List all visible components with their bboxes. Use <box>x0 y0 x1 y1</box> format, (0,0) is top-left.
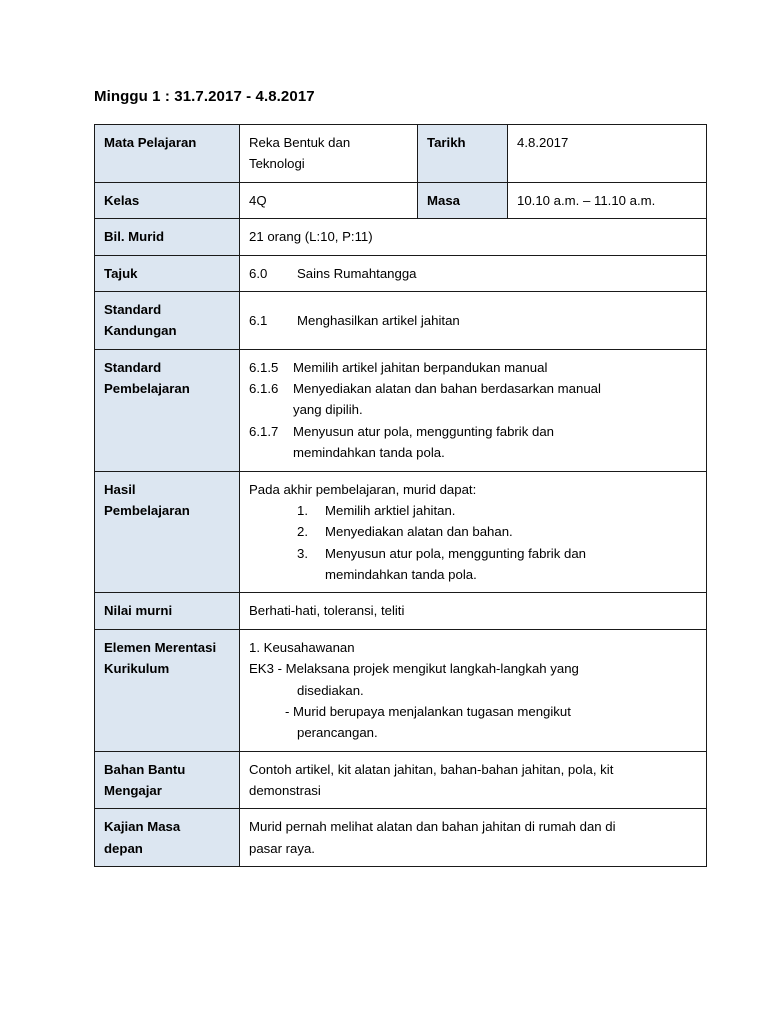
tajuk-entry <box>249 263 698 284</box>
bahan-bantu-label-line-2: Mengajar <box>104 783 162 798</box>
bahan-bantu-line-2: demonstrasi <box>249 783 321 798</box>
table-row <box>95 125 707 183</box>
row-value-mata-pelajaran <box>240 125 418 183</box>
standard-pembelajaran-text: Menyusun atur pola, menggunting fabrik dan <box>293 423 554 439</box>
list-item-marker: 2. <box>297 524 308 540</box>
row-value-standard-kandungan <box>240 291 707 349</box>
list-item <box>249 357 698 378</box>
hasil-pembelajaran-list <box>249 500 698 586</box>
hasil-pembelajaran-label-line-2: Pembelajaran <box>104 502 190 518</box>
table-row <box>95 629 707 751</box>
list-item-text: Menyediakan alatan dan bahan. <box>325 524 513 540</box>
elemen-merentasi-line-2: EK3 - Melaksana projek mengikut langkah-langkah yang <box>249 661 579 677</box>
standard-pembelajaran-text: Memilih artikel jahitan berpandukan manual <box>293 359 548 375</box>
standard-pembelajaran-continuation: yang dipilih. <box>293 402 363 418</box>
row-value-standard-pembelajaran <box>240 349 707 471</box>
row-value-tajuk <box>240 255 707 291</box>
standard-kandungan-number: 6.1 <box>249 312 268 328</box>
standard-kandungan-entry <box>249 310 698 331</box>
standard-pembelajaran-continuation: memindahkan tanda pola. <box>293 445 445 461</box>
row-value-masa: 10.10 a.m. – 11.10 a.m. <box>508 182 707 218</box>
standard-pembelajaran-label-line-1: Standard <box>104 359 162 375</box>
row-label-hasil-pembelajaran <box>95 471 240 593</box>
row-label-bahan-bantu-mengajar <box>95 751 240 809</box>
table-row <box>95 219 707 255</box>
row-label-bil-murid: Bil. Murid <box>95 219 240 255</box>
standard-kandungan-text: Menghasilkan artikel jahitan <box>297 312 460 328</box>
row-label-kajian-masa-depan <box>95 809 240 867</box>
standard-pembelajaran-number: 6.1.6 <box>249 381 279 396</box>
row-label-kelas: Kelas <box>95 182 240 218</box>
list-item <box>297 521 698 542</box>
table-row <box>95 809 707 867</box>
standard-pembelajaran-text: Menyediakan alatan dan bahan berdasarkan manual <box>293 381 601 396</box>
page-title: Minggu 1 : 31.7.2017 - 4.8.2017 <box>94 88 315 105</box>
row-value-tarikh: 4.8.2017 <box>508 125 707 183</box>
kajian-masa-depan-line-1: Murid pernah melihat alatan dan bahan jahitan di rumah dan di <box>249 819 616 835</box>
row-label-standard-kandungan <box>95 291 240 349</box>
elemen-merentasi-line-3: - Murid berupaya menjalankan tugasan mengikut <box>285 703 571 719</box>
standard-pembelajaran-number: 6.1.7 <box>249 423 279 439</box>
elemen-merentasi-line-3-continuation: perancangan. <box>297 725 378 741</box>
bahan-bantu-label-line-1: Bahan Bantu <box>104 761 186 777</box>
row-value-bahan-bantu-mengajar <box>240 751 707 809</box>
kajian-masa-depan-label-line-2: depan <box>104 840 143 856</box>
list-item <box>297 543 698 586</box>
kajian-masa-depan-line-2: pasar raya. <box>249 840 315 856</box>
lesson-plan-table <box>94 124 707 867</box>
row-value-nilai-murni: Berhati-hati, toleransi, teliti <box>240 593 707 629</box>
table-row <box>95 255 707 291</box>
row-label-mata-pelajaran: Mata Pelajaran <box>95 125 240 183</box>
table-row <box>95 751 707 809</box>
standard-pembelajaran-label-line-2: Pembelajaran <box>104 381 190 396</box>
row-label-masa: Masa <box>418 182 508 218</box>
row-value-bil-murid: 21 orang (L:10, P:11) <box>240 219 707 255</box>
list-item-text: Memilih arktiel jahitan. <box>325 502 456 518</box>
elemen-merentasi-line-2-continuation: disediakan. <box>297 682 364 698</box>
list-item-marker: 3. <box>297 545 308 561</box>
table-row <box>95 291 707 349</box>
elemen-merentasi-label-line-2: Kurikulum <box>104 661 170 677</box>
list-item <box>249 378 698 399</box>
row-label-tajuk: Tajuk <box>95 255 240 291</box>
row-value-kajian-masa-depan <box>240 809 707 867</box>
list-item-continuation: memindahkan tanda pola. <box>325 567 477 582</box>
row-value-kelas: 4Q <box>240 182 418 218</box>
tajuk-text: Sains Rumahtangga <box>297 265 417 281</box>
mata-pelajaran-line-1: Reka Bentuk dan <box>249 135 351 150</box>
tajuk-number: 6.0 <box>249 265 268 281</box>
list-item-marker: 1. <box>297 502 308 518</box>
mata-pelajaran-line-2: Teknologi <box>249 156 305 172</box>
table-row <box>95 182 707 218</box>
elemen-merentasi-label-line-1: Elemen Merentasi <box>104 639 217 655</box>
kajian-masa-depan-label-line-1: Kajian Masa <box>104 819 181 835</box>
standard-kandungan-label-line-2: Kandungan <box>104 323 177 339</box>
table-row <box>95 349 707 471</box>
row-value-hasil-pembelajaran <box>240 471 707 593</box>
standard-kandungan-label-line-1: Standard <box>104 301 162 317</box>
row-value-elemen-merentasi-kurikulum <box>240 629 707 751</box>
elemen-merentasi-line-1: 1. Keusahawanan <box>249 639 355 655</box>
list-item-text: Menyusun atur pola, menggunting fabrik dan <box>325 545 586 561</box>
row-label-elemen-merentasi-kurikulum <box>95 629 240 751</box>
row-label-standard-pembelajaran <box>95 349 240 471</box>
bahan-bantu-line-1: Contoh artikel, kit alatan jahitan, bahan-bahan jahitan, pola, kit <box>249 761 614 777</box>
hasil-pembelajaran-label-line-1: Hasil <box>104 481 136 497</box>
table-row <box>95 593 707 629</box>
hasil-pembelajaran-intro: Pada akhir pembelajaran, murid dapat: <box>249 481 477 497</box>
list-item <box>297 500 698 521</box>
row-label-tarikh: Tarikh <box>418 125 508 183</box>
row-label-nilai-murni: Nilai murni <box>95 593 240 629</box>
list-item <box>249 421 698 442</box>
standard-pembelajaran-number: 6.1.5 <box>249 359 279 375</box>
table-row <box>95 471 707 593</box>
